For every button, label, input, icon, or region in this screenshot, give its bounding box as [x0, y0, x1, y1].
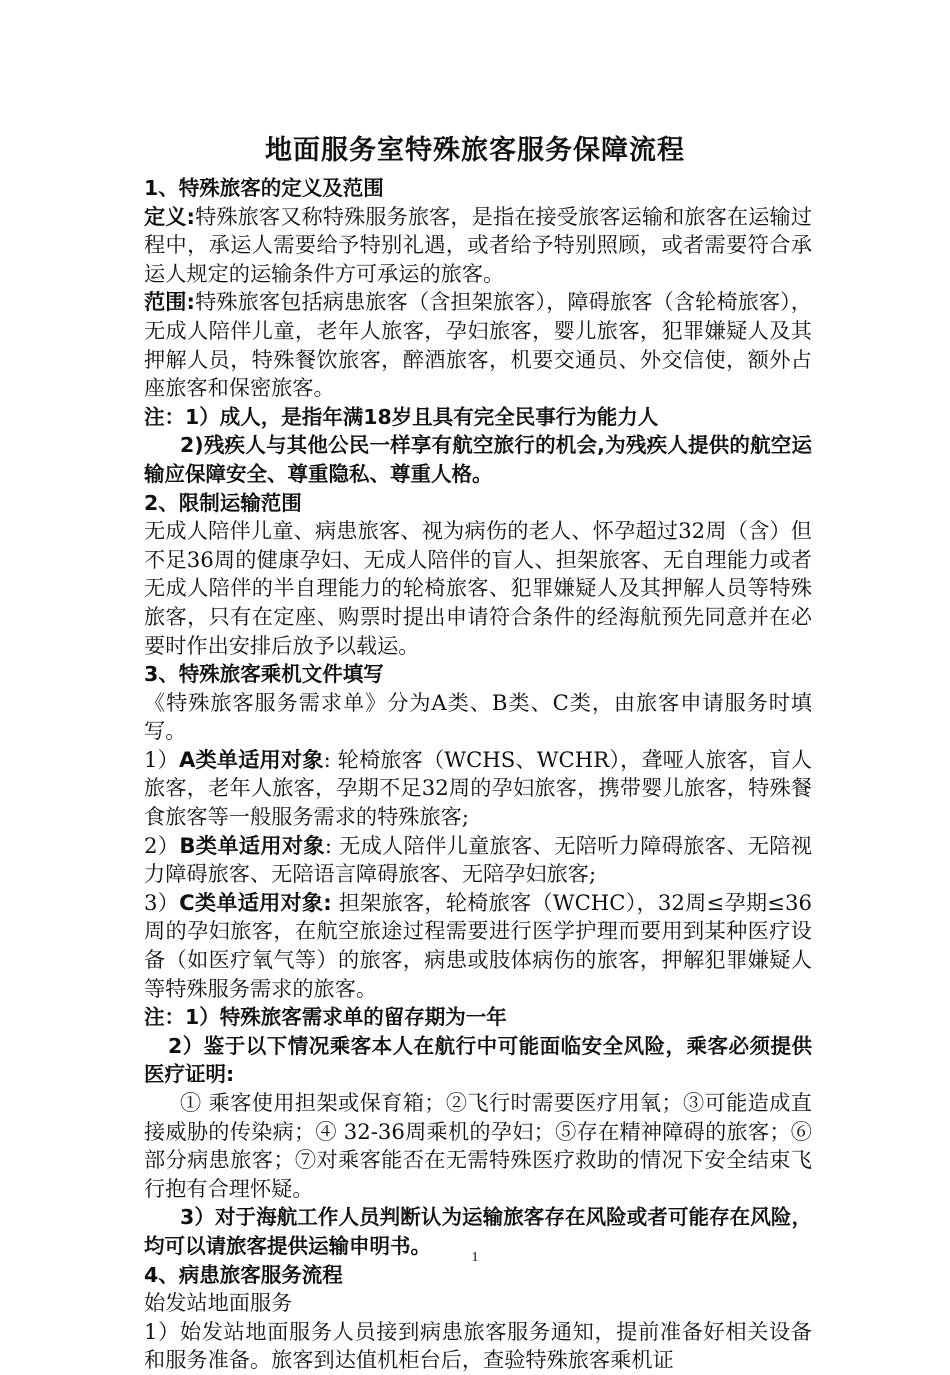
page-number: 1	[471, 1250, 479, 1265]
form-c-paragraph	[144, 889, 812, 1003]
form-c-label: C类单适用对象:	[179, 889, 332, 915]
section-3-heading: 3、特殊旅客乘机文件填写	[144, 662, 384, 687]
section-3-note-1: 注：1）特殊旅客需求单的留存期为一年	[144, 1005, 507, 1030]
section-2-heading: 2、限制运输范围	[144, 490, 302, 515]
section-3-intro: 《特殊旅客服务需求单》分为A类、B类、C类，由旅客申请服务时填写。	[144, 689, 812, 744]
form-a-label: A类单适用对象	[178, 746, 324, 772]
section-1-note-2: 2)残疾人与其他公民一样享有航空旅行的机会,为残疾人提供的航空运输应保障安全、尊重隐私、尊重人格。	[144, 433, 812, 486]
scope-text: 特殊旅客包括病患旅客（含担架旅客），障碍旅客（含轮椅旅客），无成人陪伴儿童，老年人旅客，孕妇旅客，婴儿旅客，犯罪嫌疑人及其押解人员，特殊餐饮旅客，醉酒旅客，机要交通员、外交信使，额外占座旅客和保密旅客。	[144, 289, 812, 401]
form-b-text: : 无成人陪伴儿童旅客、无陪听力障碍旅客、无陪视力障碍旅客、无陪语言障碍旅客、无陪孕妇旅客;	[144, 832, 813, 887]
form-b-label: B类单适用对象	[179, 832, 325, 858]
document-title: 地面服务室特殊旅客服务保障流程	[265, 135, 685, 166]
form-a-text: : 轮椅旅客（WCHS、WCHR），聋哑人旅客，盲人旅客，老年人旅客，孕期不足32周的孕妇旅客，携带婴儿旅客，特殊餐食旅客等一般服务需求的特殊旅客;	[144, 746, 812, 830]
section-3-note-2: 2）鉴于以下情况乘客本人在航行中可能面临安全风险，乘客必须提供医疗证明:	[144, 1033, 812, 1087]
section-2-text: 无成人陪伴儿童、病患旅客、视为病伤的老人、怀孕超过32周（含）但不足36周的健康孕妇、无成人陪伴的盲人、担架旅客、无自理能力或者无成人陪伴的半自理能力的轮椅旅客、犯罪嫌疑人及其押解人员等特殊旅客，只有在定座、购票时提出申请符合条件的经海航预先同意并在必要时作出安排后放予以载运。	[144, 518, 812, 658]
definition-paragraph	[144, 203, 812, 289]
section-4-subheading: 始发站地面服务	[144, 1290, 293, 1316]
scope-label: 范围:	[144, 289, 196, 315]
form-b-number: 2）	[144, 832, 180, 858]
definition-label: 定义:	[144, 203, 196, 229]
form-c-number: 3）	[144, 889, 180, 915]
medical-cert-list: ① 乘客使用担架或保育箱；②飞行时需要医疗用氧；③可能造成直接威胁的传染病；④ 32-36周乘机的孕妇；⑤存在精神障碍的旅客；⑥部分病患旅客；⑦对乘客能否在无需特殊医疗救助的情况下安全结束飞行抱有合理怀疑。	[144, 1090, 812, 1201]
section-4-heading: 4、病患旅客服务流程	[144, 1262, 343, 1287]
definition-text: 特殊旅客又称特殊服务旅客，是指在接受旅客运输和旅客在运输过程中，承运人需要给予特别礼遇，或者给予特别照顾，或者需要符合承运人规定的运输条件方可承运的旅客。	[144, 203, 812, 286]
section-3-note-3: 3）对于海航工作人员判断认为运输旅客存在风险或者可能存在风险，均可以请旅客提供运输申明书。	[144, 1205, 812, 1258]
document-body	[144, 174, 812, 1375]
form-a-paragraph	[144, 746, 812, 832]
form-c-text: 担架旅客，轮椅旅客（WCHC），32周≤孕期≤36周的孕妇旅客，在航空旅途过程需要进行医学护理而要用到某种医疗设备（如医疗氧气等）的旅客，病患或肢体病伤的旅客，押解犯罪嫌疑人等特殊服务需求的旅客。	[144, 889, 812, 1001]
section-1-heading: 1、特殊旅客的定义及范围	[144, 176, 384, 200]
section-1-note-1: 注：1）成人，是指年满18岁且具有完全民事行为能力人	[144, 404, 659, 429]
section-4-paragraph-1: 1）始发站地面服务人员接到病患旅客服务通知，提前准备好相关设备和服务准备。旅客到达值机柜台后，查验特殊旅客乘机证	[144, 1318, 812, 1373]
form-b-paragraph	[144, 832, 812, 889]
scope-paragraph	[144, 288, 812, 402]
form-a-number: 1）	[144, 746, 179, 772]
